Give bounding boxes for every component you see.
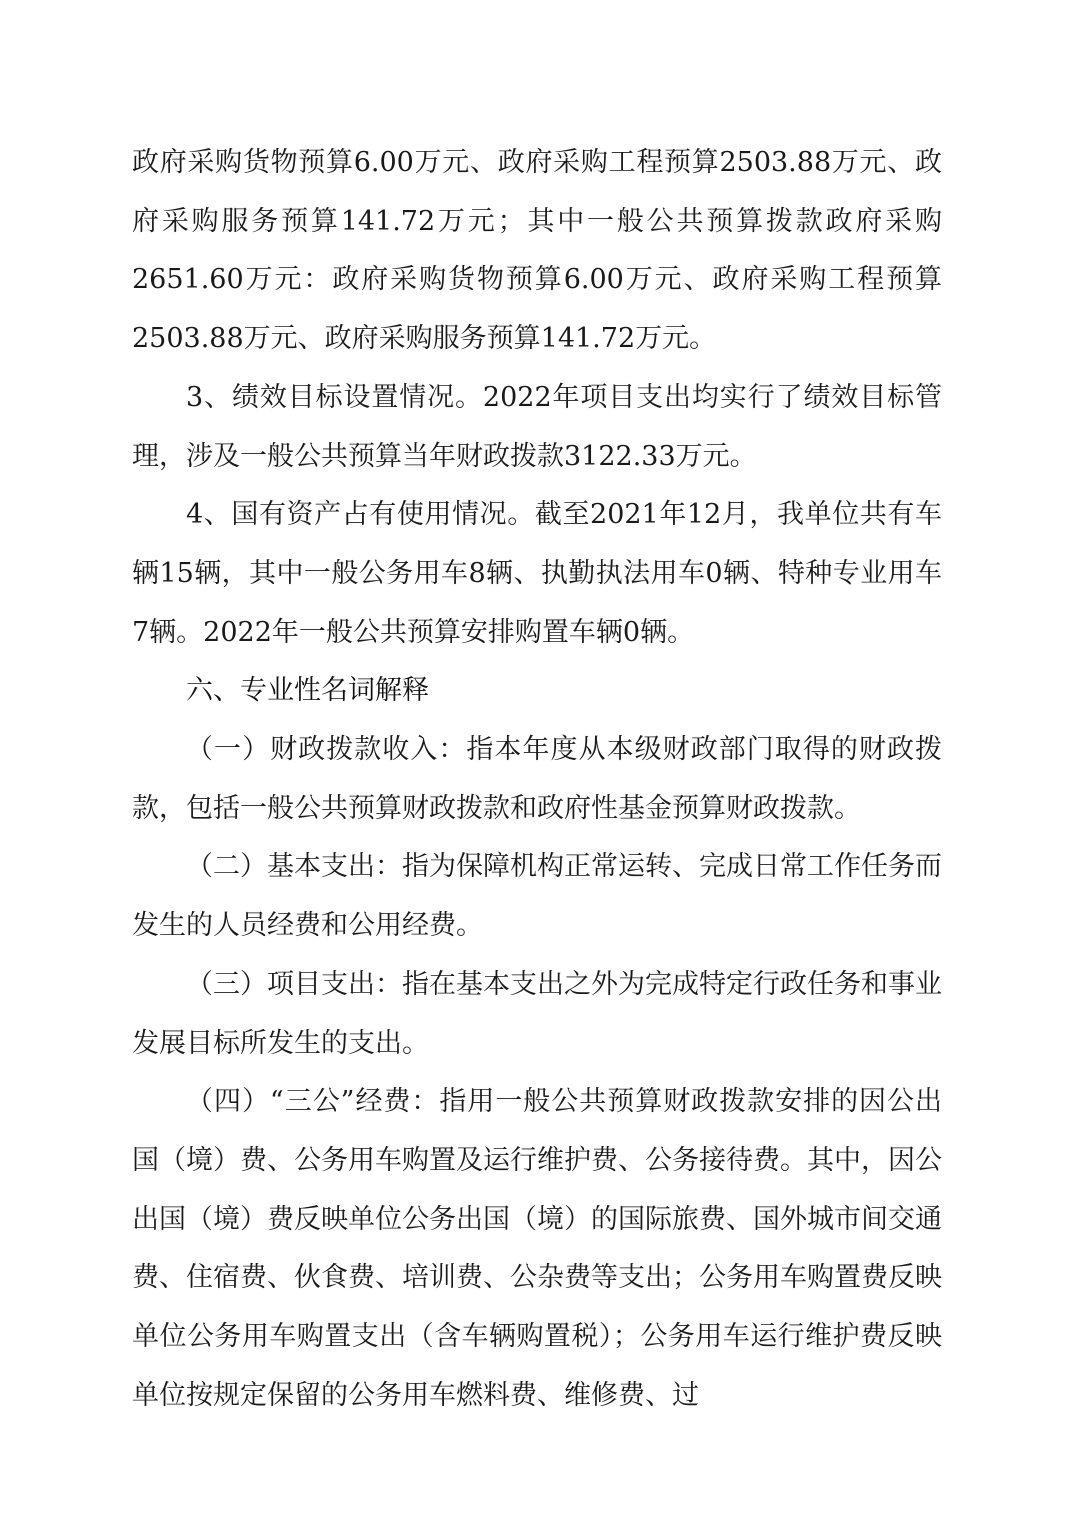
paragraph-performance-targets: 3、绩效目标设置情况。2022年项目支出均实行了绩效目标管理，涉及一般公共预算当年财政拨款3122.33万元。 [132, 381, 942, 472]
paragraph-term-fiscal-income: （一）财政拨款收入：指本年度从本级财政部门取得的财政拨款，包括一般公共预算财政拨款和政府性基金预算财政拨款。 [132, 734, 942, 824]
paragraph-term-three-public: （四）“三公”经费：指用一般公共预算财政拨款安排的因公出国（境）费、公务用车购置及运行维护费、公务接待费。其中，因公出国（境）费反映单位公务出国（境）的国际旅费、国外城市间交通费、住宿费、伙食费、培训费、公杂费等支出；公务用车购置费反映单位公务用车购置支出（含车辆购置税）；公务用车运行维护费反映单位按规定保留的公务用车燃料费、维修费、过 [132, 1086, 942, 1411]
paragraph-state-assets: 4、国有资产占有使用情况。截至2021年12月，我单位共有车辆15辆，其中一般公务用车8辆、执勤执法用车0辆、特种专业用车7辆。2022年一般公共预算安排购置车辆0辆。 [132, 499, 942, 648]
paragraph-procurement-continuation: 政府采购货物预算6.00万元、政府采购工程预算2503.88万元、政府采购服务预算141.72万元；其中一般公共预算拨款政府采购2651.60万元：政府采购货物预算6.00万元、政府采购工程预算2503.88万元、政府采购服务预算141.72万元。 [132, 147, 942, 355]
paragraph-term-project-expenditure: （三）项目支出：指在基本支出之外为完成特定行政任务和事业发展目标所发生的支出。 [132, 968, 942, 1059]
section-heading: 六、专业性名词解释 [186, 675, 429, 707]
paragraph-term-basic-expenditure: （二）基本支出：指为保障机构正常运转、完成日常工作任务而发生的人员经费和公用经费。 [132, 851, 942, 942]
document-body [132, 134, 942, 1425]
